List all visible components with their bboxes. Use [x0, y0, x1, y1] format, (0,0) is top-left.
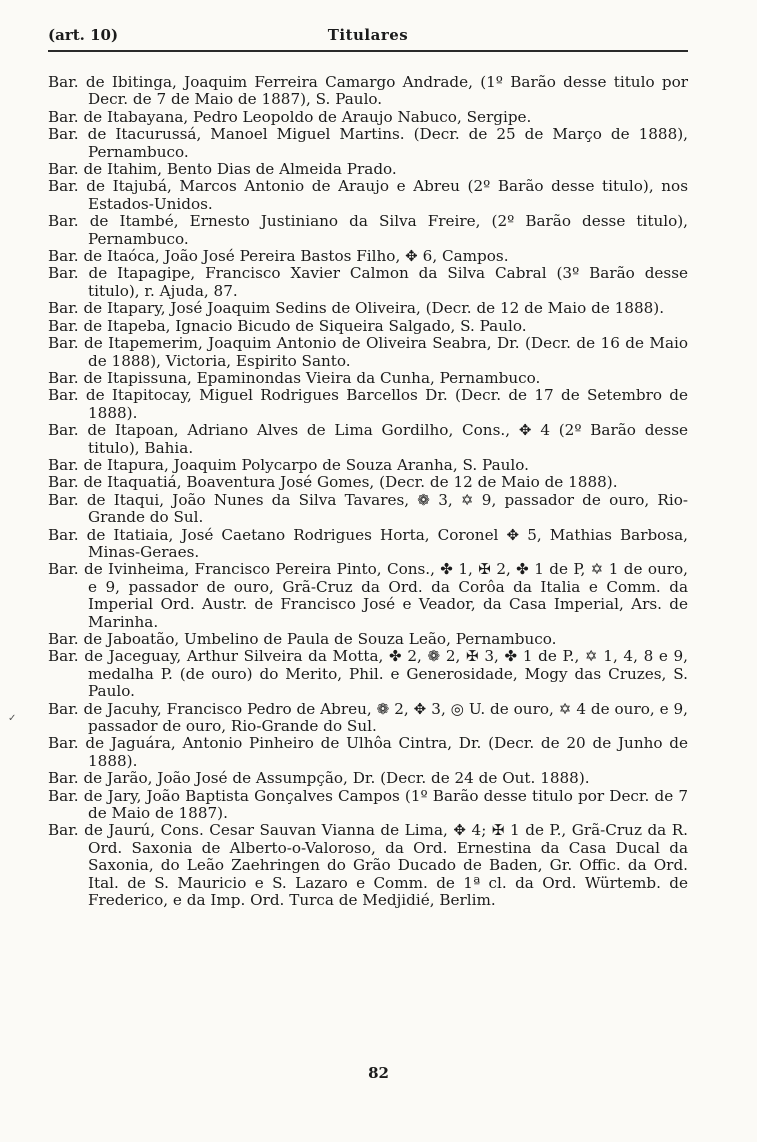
title-entry: Bar. de Itapary, José Joaquim Sedins de Oliveira, (Decr. de 12 de Maio de 1888). — [48, 299, 665, 318]
page-title: Titulares — [327, 26, 409, 44]
title-entry: Bar. de Itatiaia, José Caetano Rodrigues Horta, Coronel ✥ 5, Mathias Barbosa, Minas-Geraes. — [48, 525, 688, 561]
title-entry: Bar. de Itapagipe, Francisco Xavier Calmon da Silva Cabral (3º Barão desse titulo), r. Ajuda, 87. — [48, 264, 688, 300]
margin-mark: ✓ — [8, 713, 17, 724]
title-entry: Bar. de Itahim, Bento Dias de Almeida Prado. — [48, 160, 397, 179]
title-entry: Bar. de Ibitinga, Joaquim Ferreira Camargo Andrade, (1º Barão desse titulo por Decr. de 7 de Maio de 1887), S. Paulo. — [48, 73, 688, 109]
title-entry: Bar. de Jarão, João José de Assumpção, Dr. (Decr. de 24 de Out. 1888). — [48, 769, 590, 788]
page-header — [48, 22, 688, 52]
title-entry: Bar. de Itajubá, Marcos Antonio de Araujo e Abreu (2º Barão desse titulo), nos Estados-Unidos. — [48, 177, 688, 213]
title-entry: Bar. de Jaguára, Antonio Pinheiro de Ulhôa Cintra, Dr. (Decr. de 20 de Junho de 1888). — [48, 734, 688, 770]
title-entry: Bar. de Itabayana, Pedro Leopoldo de Araujo Nabuco, Sergipe. — [48, 107, 532, 126]
title-entry: Bar. de Itapitocay, Miguel Rodrigues Barcellos Dr. (Decr. de 17 de Setembro de 1888). — [48, 386, 688, 422]
title-entry: Bar. de Itaquatiá, Boaventura José Gomes, (Decr. de 12 de Maio de 1888). — [48, 473, 618, 492]
title-entry: Bar. de Itapoan, Adriano Alves de Lima Gordilho, Cons., ✥ 4 (2º Barão desse titulo), Bahia. — [48, 421, 688, 457]
title-entry: Bar. de Jaurú, Cons. Cesar Sauvan Vianna de Lima, ✥ 4; ✠ 1 de P., Grã-Cruz da R. Ord. Saxonia de Alberto-o-Valoroso, da Ord. Ernestina da Casa Ducal da Saxonia, do Leão Zaehringen do Grão Ducado de Baden, Gr. Offic. da Ord. Ital. de S. Mauricio e S. Lazaro e Comm. de 1ª cl. da Ord. Würtemb. de Frederico, e da Imp. Ord. Turca de Medjidié, Berlim. — [48, 821, 688, 910]
title-entry: Bar. de Ivinheima, Francisco Pereira Pinto, Cons., ✤ 1, ✠ 2, ✤ 1 de P, ✡ 1 de ouro, e 9, passador de ouro, Grã-Cruz da Ord. da Corôa da Italia e Comm. da Imperial Ord. Austr. de Francisco José e Veador, da Casa Imperial, Ars. de Marinha. — [48, 560, 688, 631]
article-reference: (art. 10) — [48, 26, 119, 44]
title-entry: Bar. de Itapissuna, Epaminondas Vieira da Cunha, Pernambuco. — [48, 368, 541, 387]
page-number: 82 — [368, 1064, 389, 1082]
title-entry: Bar. de Itapura, Joaquim Polycarpo de Souza Aranha, S. Paulo. — [48, 455, 529, 474]
entry-list — [48, 74, 688, 910]
title-entry: Bar. de Jary, João Baptista Gonçalves Campos (1º Barão desse titulo por Decr. de 7 de Maio de 1887). — [48, 786, 688, 823]
title-entry: Bar. de Jaboatão, Umbelino de Paula de Souza Leão, Pernambuco. — [48, 630, 557, 648]
title-entry: Bar. de Itaqui, João Nunes da Silva Tavares, ❁ 3, ✡ 9, passador de ouro, Rio-Grande do Sul. — [48, 490, 688, 527]
title-entry: Bar. de Itapemerim, Joaquim Antonio de Oliveira Seabra, Dr. (Decr. de 16 de Maio de 1888), Victoria, Espirito Santo. — [48, 334, 688, 370]
title-entry: Bar. de Jaceguay, Arthur Silveira da Motta, ✤ 2, ❁ 2, ✠ 3, ✤ 1 de P., ✡ 1, 4, 8 e 9, medalha P. (de ouro) do Merito, Phil. e Generosidade, Mogy das Cruzes, S. Paulo. — [48, 647, 688, 701]
title-entry: Bar. de Itaóca, João José Pereira Bastos Filho, ✥ 6, Campos. — [48, 247, 509, 266]
title-entry: Bar. de Itapeba, Ignacio Bicudo de Siqueira Salgado, S. Paulo. — [48, 316, 527, 335]
title-entry: Bar. de Jacuhy, Francisco Pedro de Abreu, ❁ 2, ✥ 3, ◎ U. de ouro, ✡ 4 de ouro, e 9, passador de ouro, Rio-Grande do Sul. — [48, 699, 688, 736]
title-entry: Bar. de Itacurussá, Manoel Miguel Martins. (Decr. de 25 de Março de 1888), Pernambuco. — [48, 125, 688, 161]
title-entry: Bar. de Itambé, Ernesto Justiniano da Silva Freire, (2º Barão desse titulo), Pernambuco. — [48, 212, 688, 248]
